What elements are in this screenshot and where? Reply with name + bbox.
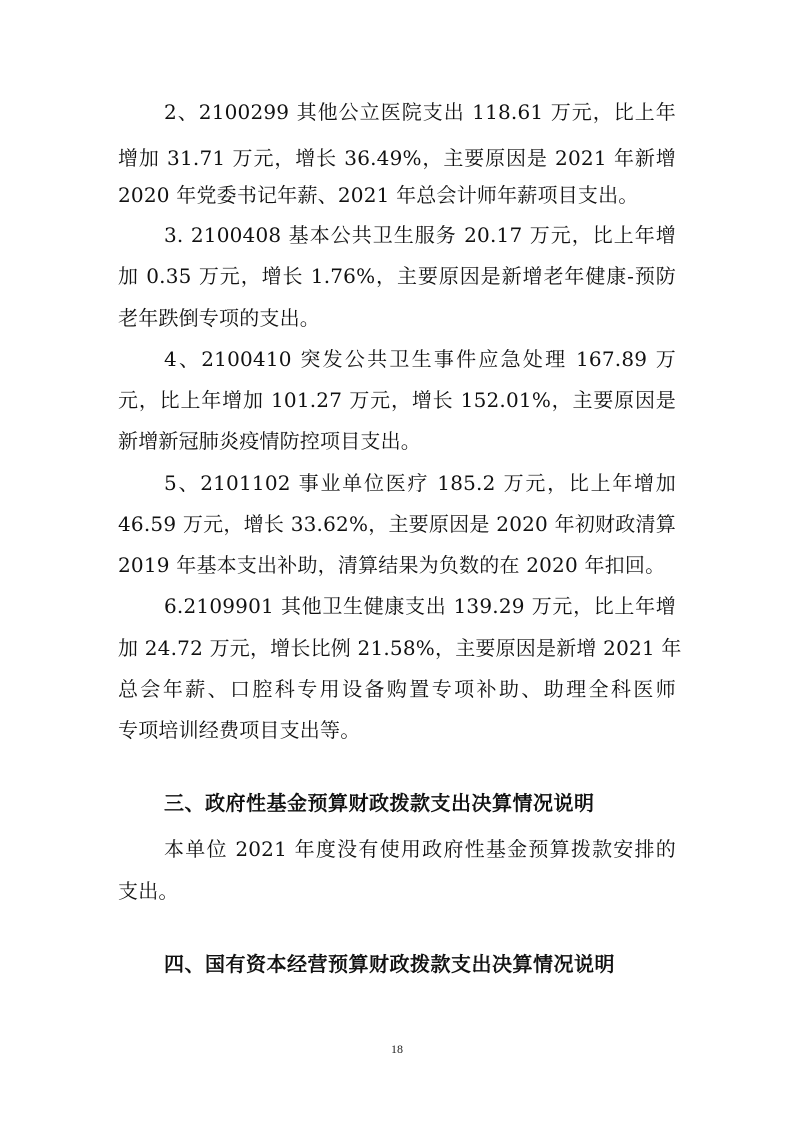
section-3-heading: 三、政府性基金预算财政拨款支出决算情况说明 xyxy=(164,791,595,815)
paragraph-4-line-1: 4、2100410 突发公共卫生事件应急处理 167.89 万 xyxy=(164,347,676,371)
paragraph-6-line-4: 专项培训经费项目支出等。 xyxy=(118,718,361,742)
paragraph-2-line-2: 增加 31.71 万元，增长 36.49%，主要原因是 2021 年新增 xyxy=(118,146,676,170)
paragraph-2-line-3: 2020 年党委书记年薪、2021 年总会计师年薪项目支出。 xyxy=(118,183,639,207)
paragraph-2-line-1: 2、2100299 其他公立医院支出 118.61 万元，比上年 xyxy=(164,100,676,124)
section-3-line-1: 本单位 2021 年度没有使用政府性基金预算拨款安排的 xyxy=(164,837,676,861)
section-4-heading: 四、国有资本经营预算财政拨款支出决算情况说明 xyxy=(164,952,615,976)
paragraph-5-line-2: 46.59 万元，增长 33.62%，主要原因是 2020 年初财政清算 xyxy=(118,512,676,536)
paragraph-6-line-3: 总会年薪、口腔科专用设备购置专项补助、助理全科医师 xyxy=(118,677,676,701)
paragraph-4-line-3: 新增新冠肺炎疫情防控项目支出。 xyxy=(118,429,421,453)
paragraph-4-line-2: 元，比上年增加 101.27 万元，增长 152.01%，主要原因是 xyxy=(118,388,676,412)
page-number: 18 xyxy=(391,1042,403,1056)
paragraph-3-line-3: 老年跌倒专项的支出。 xyxy=(118,306,320,330)
paragraph-5-line-1: 5、2101102 事业单位医疗 185.2 万元，比上年增加 xyxy=(164,471,676,495)
paragraph-3-line-1: 3. 2100408 基本公共卫生服务 20.17 万元，比上年增 xyxy=(164,223,676,247)
paragraph-6-line-1: 6.2109901 其他卫生健康支出 139.29 万元，比上年增 xyxy=(164,594,676,618)
paragraph-5-line-3: 2019 年基本支出补助，清算结果为负数的在 2020 年扣回。 xyxy=(118,553,666,577)
paragraph-3-line-2: 加 0.35 万元，增长 1.76%，主要原因是新增老年健康-预防 xyxy=(118,264,676,288)
paragraph-6-line-2: 加 24.72 万元，增长比例 21.58%，主要原因是新增 2021 年 xyxy=(118,636,682,660)
section-3-line-2: 支出。 xyxy=(118,879,179,903)
